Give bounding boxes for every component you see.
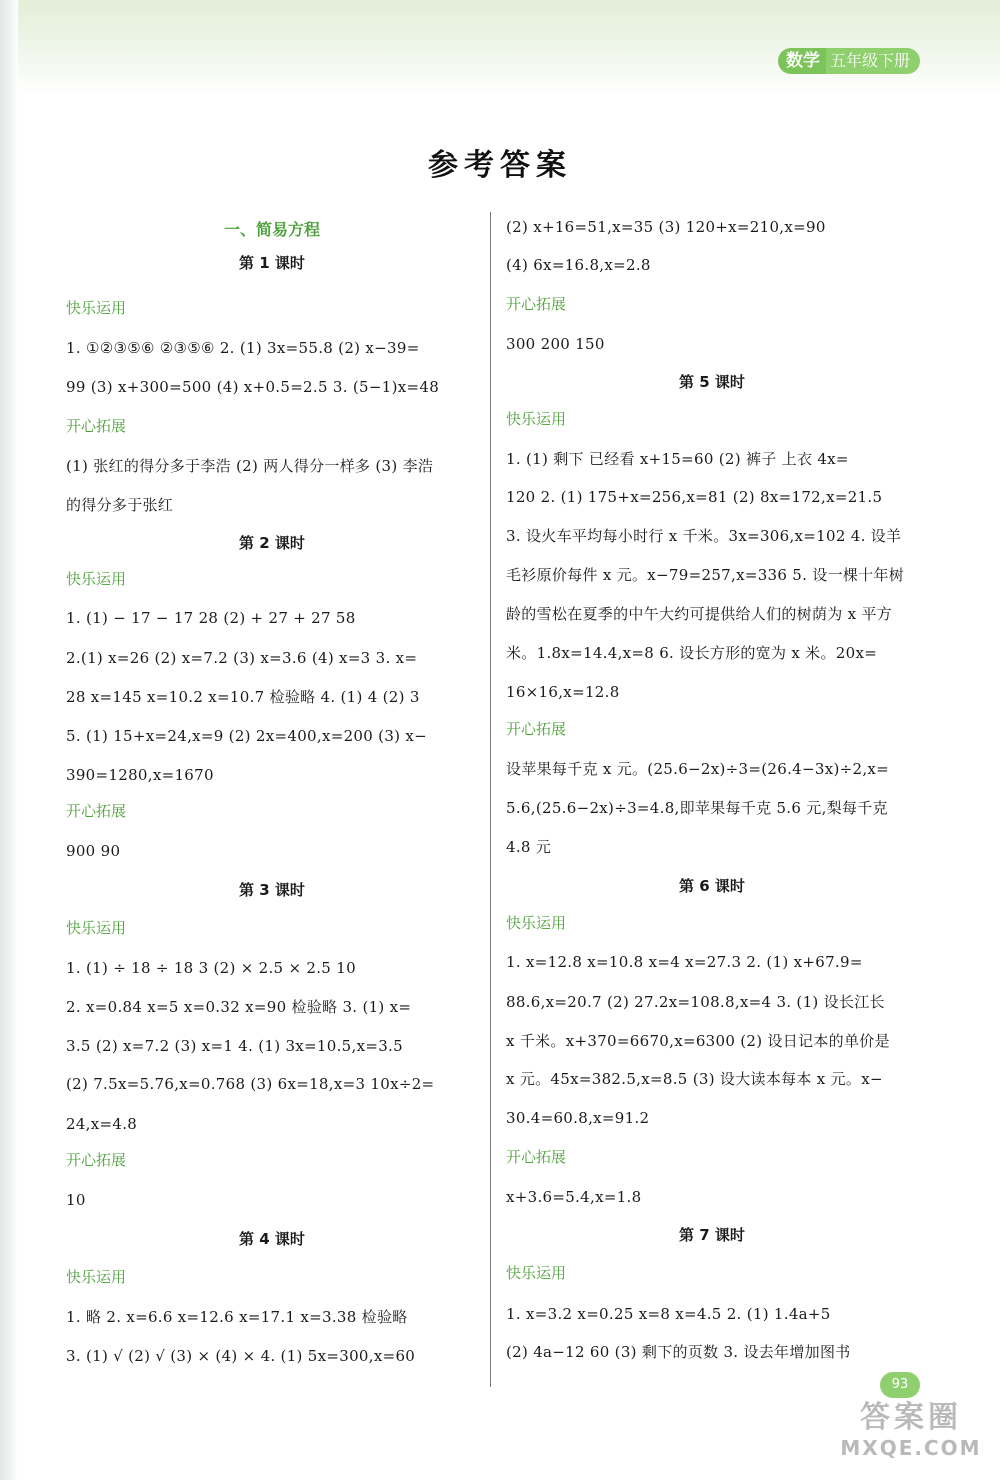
section-heading: 快乐运用 (66, 570, 127, 588)
page-title: 参考答案 (428, 148, 572, 183)
lesson-heading: 第 5 课时 (679, 373, 745, 391)
answer-line: 1. ①②③⑤⑥ ②③⑤⑥ 2. (1) 3x=55.8 (2) x−39= (66, 339, 420, 357)
answer-line: 3. 设火车平均每小时行 x 千米。3x=306,x=102 4. 设羊 (506, 527, 902, 545)
answer-line: x+3.6=5.4,x=1.8 (506, 1188, 642, 1206)
section-heading: 开心拓展 (506, 295, 567, 313)
section-heading: 快乐运用 (506, 1264, 567, 1282)
lesson-heading: 第 2 课时 (239, 534, 305, 552)
watermark-main: 答案圈 (860, 1400, 962, 1435)
answer-line: 1. 略 2. x=6.6 x=12.6 x=17.1 x=3.38 检验略 (66, 1308, 408, 1326)
header-badge (778, 48, 920, 74)
lesson-heading: 第 3 课时 (239, 881, 305, 899)
answer-line: 3. (1) √ (2) √ (3) × (4) × 4. (1) 5x=300,x=60 (66, 1347, 416, 1365)
answer-line: (2) 7.5x=5.76,x=0.768 (3) 6x=18,x=3 10x÷2= (66, 1075, 435, 1093)
answer-line: 390=1280,x=1670 (66, 766, 214, 784)
answer-line: 16×16,x=12.8 (506, 683, 620, 701)
answer-line: (2) x+16=51,x=35 (3) 120+x=210,x=90 (506, 218, 826, 236)
answer-line: 毛衫原价每件 x 元。x−79=257,x=336 5. 设一棵十年树 (506, 566, 905, 584)
answer-line: 120 2. (1) 175+x=256,x=81 (2) 8x=172,x=21.5 (506, 488, 883, 506)
answer-line: 5. (1) 15+x=24,x=9 (2) 2x=400,x=200 (3) x− (66, 727, 428, 745)
chapter-heading: 一、简易方程 (223, 220, 320, 239)
answer-line: 米。1.8x=14.4,x=8 6. 设长方形的宽为 x 米。20x= (506, 644, 878, 662)
answer-line: 1. (1) ÷ 18 ÷ 18 3 (2) × 2.5 × 2.5 10 (66, 959, 356, 977)
section-heading: 快乐运用 (66, 1268, 127, 1286)
answer-line: 的得分多于张红 (66, 496, 174, 514)
lesson-heading: 第 4 课时 (239, 1230, 305, 1248)
answer-line: 10 (66, 1191, 86, 1209)
watermark-logo (836, 1392, 986, 1472)
subject-label: 数学 (778, 48, 826, 74)
answer-line: x 元。45x=382.5,x=8.5 (3) 设大读本每本 x 元。x− (506, 1070, 883, 1088)
answer-line: 5.6,(25.6−2x)÷3=4.8,即苹果每千克 5.6 元,梨每千克 (506, 799, 888, 817)
section-heading: 开心拓展 (506, 1148, 567, 1166)
answer-line: (1) 张红的得分多于李浩 (2) 两人得分一样多 (3) 李浩 (66, 457, 434, 475)
answer-line: 300 200 150 (506, 335, 605, 353)
section-heading: 快乐运用 (66, 919, 127, 937)
section-heading: 快乐运用 (506, 410, 567, 428)
answer-line: 4.8 元 (506, 838, 552, 856)
answer-line: 3.5 (2) x=7.2 (3) x=1 4. (1) 3x=10.5,x=3.5 (66, 1037, 403, 1055)
answer-line: 2. x=0.84 x=5 x=0.32 x=90 检验略 3. (1) x= (66, 998, 412, 1016)
answer-line: 88.6,x=20.7 (2) 27.2x=108.8,x=4 3. (1) 设长江长 (506, 993, 885, 1011)
section-heading: 开心拓展 (66, 802, 127, 820)
watermark-sub: MXQE.COM (840, 1436, 982, 1460)
answer-line: 30.4=60.8,x=91.2 (506, 1109, 650, 1127)
answer-line: 1. (1) − 17 − 17 28 (2) + 27 + 27 58 (66, 609, 356, 627)
lesson-heading: 第 1 课时 (239, 254, 305, 272)
section-heading: 快乐运用 (506, 914, 567, 932)
lesson-heading: 第 6 课时 (679, 877, 745, 895)
grade-label: 五年级下册 (826, 48, 920, 74)
answer-line: 2.(1) x=26 (2) x=7.2 (3) x=3.6 (4) x=3 3. x= (66, 649, 418, 667)
answer-line: 1. x=3.2 x=0.25 x=8 x=4.5 2. (1) 1.4a+5 (506, 1305, 831, 1323)
answer-line: (4) 6x=16.8,x=2.8 (506, 256, 651, 274)
answer-line: x 千米。x+370=6670,x=6300 (2) 设日记本的单价是 (506, 1032, 890, 1050)
lesson-heading: 第 7 课时 (679, 1226, 745, 1244)
answer-line: 99 (3) x+300=500 (4) x+0.5=2.5 3. (5−1)x=48 (66, 378, 440, 396)
answer-line: 设苹果每千克 x 元。(25.6−2x)÷3=(26.4−3x)÷2,x= (506, 760, 890, 778)
page-edge-shadow (0, 0, 18, 1480)
answer-line: 1. x=12.8 x=10.8 x=4 x=27.3 2. (1) x+67.9= (506, 953, 863, 971)
answer-line: (2) 4a−12 60 (3) 剩下的页数 3. 设去年增加图书 (506, 1343, 851, 1361)
answer-line: 1. (1) 剩下 已经看 x+15=60 (2) 裤子 上衣 4x= (506, 450, 849, 468)
answer-line: 龄的雪松在夏季的中午大约可提供给人们的树荫为 x 平方 (506, 605, 893, 623)
section-heading: 开心拓展 (66, 417, 127, 435)
section-heading: 快乐运用 (66, 299, 127, 317)
answer-line: 24,x=4.8 (66, 1115, 138, 1133)
column-divider (490, 212, 491, 1387)
page-number: 93 (880, 1372, 920, 1398)
section-heading: 开心拓展 (66, 1151, 127, 1169)
answer-line: 900 90 (66, 842, 121, 860)
section-heading: 开心拓展 (506, 720, 567, 738)
answer-line: 28 x=145 x=10.2 x=10.7 检验略 4. (1) 4 (2) 3 (66, 688, 420, 706)
